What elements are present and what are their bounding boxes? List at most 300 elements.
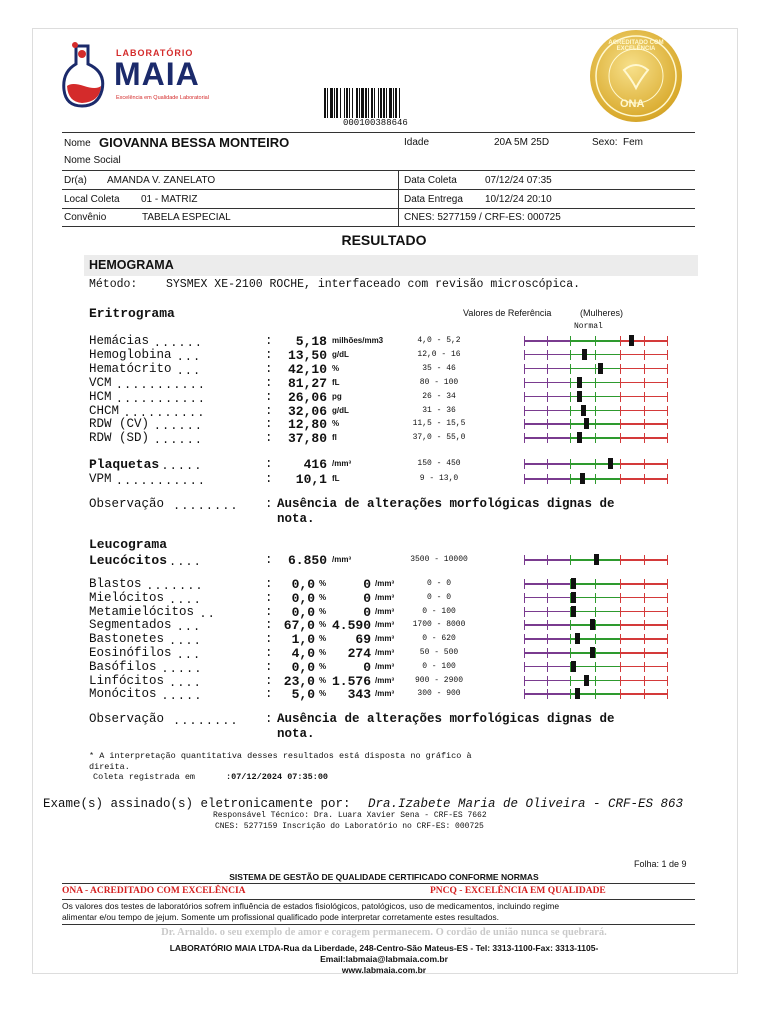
reference-range: 3500 - 10000 — [410, 555, 468, 564]
test-name: Mielócitos — [89, 590, 165, 605]
gauge-tick — [620, 350, 621, 360]
range-gauge — [524, 392, 668, 402]
gauge-tick — [644, 579, 645, 589]
dots: ........... — [115, 391, 207, 406]
gauge-tick — [547, 459, 548, 469]
test-absolute: 0 — [363, 604, 371, 620]
gauge-tick — [667, 419, 668, 429]
gauge-tick — [547, 350, 548, 360]
test-name: RDW (SD) — [89, 431, 150, 446]
gauge-tick — [570, 648, 571, 658]
colon: : — [265, 577, 273, 591]
gauge-tick — [570, 406, 571, 416]
dots: .... — [169, 675, 202, 690]
gauge-tick — [620, 336, 621, 346]
colon: : — [265, 334, 273, 348]
gauge-marker — [580, 473, 585, 484]
gauge-tick — [620, 555, 621, 565]
test-unit: g/dL — [332, 405, 349, 415]
test-name: HCM — [89, 389, 112, 404]
range-gauge — [524, 350, 668, 360]
colon: : — [265, 712, 273, 726]
gauge-tick — [667, 593, 668, 603]
test-absolute: 69 — [355, 632, 371, 648]
reference-range: 0 - 0 — [426, 592, 451, 602]
gauge-marker — [608, 458, 613, 469]
barcode-bar — [380, 88, 382, 118]
insurance-name: TABELA ESPECIAL — [142, 212, 231, 223]
gauge-tick — [667, 662, 668, 672]
gauge-tick — [620, 579, 621, 589]
pncq-line: PNCQ - EXCELÊNCIA EM QUALIDADE — [430, 886, 606, 896]
test-unit: fL — [332, 474, 340, 483]
gauge-tick — [524, 579, 525, 589]
gauge-tick — [667, 648, 668, 658]
dots: ...... — [153, 433, 204, 448]
percent-unit: % — [319, 606, 327, 616]
test-percent: 1,0 — [291, 632, 315, 648]
gauge-tick — [667, 607, 668, 617]
test-name: VPM — [89, 472, 112, 486]
gauge-tick — [667, 350, 668, 360]
collect-registered-label: Coleta registrada em — [93, 772, 196, 782]
gauge-tick — [595, 689, 596, 699]
divider — [62, 226, 695, 227]
footnote-line2: direita. — [89, 762, 130, 772]
barcode-bar — [383, 88, 385, 118]
divider — [62, 899, 695, 900]
divider — [62, 924, 695, 925]
gauge-tick — [547, 364, 548, 374]
test-unit: /mm³ — [375, 620, 395, 630]
range-gauge — [524, 459, 668, 469]
gauge-marker — [571, 606, 576, 617]
footnote-line1: * A interpretação quantitativa desses resultados está disposta no gráfico à — [89, 751, 472, 761]
gauge-tick — [595, 676, 596, 686]
obs2-text-line1: Ausência de alterações morfológicas dignas de — [277, 712, 615, 726]
gauge-tick — [570, 364, 571, 374]
percent-unit: % — [319, 648, 327, 657]
test-unit: /mm³ — [375, 579, 395, 588]
gauge-tick — [595, 364, 596, 374]
barcode-bar — [336, 88, 338, 118]
lab-email: Email:labmaia@labmaia.com.br — [320, 954, 448, 964]
test-unit: pg — [332, 391, 342, 401]
test-percent: 5,0 — [291, 687, 315, 703]
section-band — [84, 255, 698, 276]
dots: .... — [169, 592, 202, 607]
barcode-bar — [346, 88, 348, 118]
test-unit: /mm³ — [375, 675, 395, 685]
test-percent: 0,0 — [291, 604, 315, 620]
obs-label: Observação — [89, 497, 165, 511]
gauge-tick — [667, 620, 668, 630]
insurance-label: Convênio — [64, 212, 107, 223]
divider — [62, 883, 695, 884]
gauge-tick — [595, 459, 596, 469]
gauge-tick — [667, 676, 668, 686]
patient-sex: Fem — [623, 137, 643, 148]
test-absolute: 343 — [347, 687, 371, 703]
gauge-tick — [595, 593, 596, 603]
delivery-label: Data Entrega — [404, 194, 463, 205]
cnes-crf: CNES: 5277159 / CRF-ES: 000725 — [404, 212, 561, 223]
logo-tagline: Excelência em Qualidade Laboratorial — [116, 95, 209, 101]
gauge-tick — [595, 662, 596, 672]
barcode-bar — [330, 88, 333, 118]
colon: : — [265, 497, 273, 511]
gauge-tick — [524, 392, 525, 402]
reference-range: 37,0 - 55,0 — [412, 433, 466, 443]
reference-range: 4,0 - 5,2 — [417, 336, 461, 345]
test-unit: fL — [332, 377, 340, 387]
test-unit: /mm³ — [375, 648, 395, 657]
gauge-tick — [644, 648, 645, 658]
range-gauge — [524, 676, 668, 686]
name-label: Nome — [64, 138, 91, 149]
range-gauge — [524, 579, 668, 589]
gauge-tick — [644, 406, 645, 416]
gauge-tick — [524, 336, 525, 346]
test-name: Eosinófilos — [89, 646, 172, 660]
gauge-tick — [620, 364, 621, 374]
gauge-tick — [620, 378, 621, 388]
section-title: HEMOGRAMA — [89, 258, 174, 272]
gauge-tick — [620, 406, 621, 416]
ona-line: ONA - ACREDITADO COM EXCELÊNCIA — [62, 886, 246, 896]
test-absolute: 0 — [363, 659, 371, 675]
colon: : — [265, 632, 273, 647]
gauge-tick — [524, 474, 525, 484]
gauge-tick — [620, 607, 621, 617]
gauge-tick — [595, 392, 596, 402]
divider — [62, 189, 695, 190]
dots: ... — [176, 648, 202, 662]
colon: : — [265, 618, 273, 633]
barcode-bar — [371, 88, 373, 118]
test-name: Plaquetas — [89, 457, 160, 472]
patient-name: GIOVANNA BESSA MONTEIRO — [99, 135, 290, 150]
gauge-tick — [524, 607, 525, 617]
gauge-tick — [595, 620, 596, 630]
gauge-tick — [595, 378, 596, 388]
gauge-tick — [595, 579, 596, 589]
gauge-tick — [620, 620, 621, 630]
obs-text-line2: nota. — [277, 512, 315, 526]
gauge-tick — [524, 364, 525, 374]
gauge-tick — [644, 689, 645, 699]
gauge-tick — [644, 364, 645, 374]
reference-range: 300 - 900 — [417, 689, 461, 699]
gauge-tick — [667, 378, 668, 388]
colon: : — [265, 553, 273, 567]
dots: .......... — [123, 405, 206, 420]
gauge-tick — [620, 593, 621, 603]
test-unit: /mm³ — [375, 634, 395, 644]
test-unit: % — [332, 419, 340, 429]
dots: ..... — [161, 689, 203, 704]
gauge-tick — [524, 350, 525, 360]
erythro-title: Eritrograma — [89, 306, 175, 321]
range-gauge — [524, 648, 668, 658]
barcode-bar — [365, 88, 367, 118]
percent-unit: % — [319, 661, 327, 671]
colon: : — [265, 347, 273, 362]
signer-name: Dra.Izabete Maria de Oliveira - CRF-ES 863 — [368, 797, 684, 811]
test-percent: 67,0 — [283, 618, 315, 634]
gauge-tick — [620, 392, 621, 402]
dots: ........ — [173, 714, 239, 728]
gauge-tick — [620, 419, 621, 429]
gauge-tick — [547, 648, 548, 658]
colon: : — [265, 403, 273, 418]
test-name: Hemácias — [89, 334, 150, 348]
gauge-tick — [570, 676, 571, 686]
reference-range: 1700 - 8000 — [412, 620, 466, 630]
gauge-tick — [595, 419, 596, 429]
test-name: Metamielócitos — [89, 604, 195, 619]
test-absolute: 0 — [363, 577, 371, 592]
gauge-tick — [570, 689, 571, 699]
colon: : — [265, 659, 273, 674]
reference-range: 50 - 500 — [419, 648, 459, 657]
patient-age: 20A 5M 25D — [494, 137, 550, 148]
barcode-bar — [359, 88, 360, 118]
gauge-tick — [667, 555, 668, 565]
gauge-marker — [571, 592, 576, 603]
gauge-tick — [644, 419, 645, 429]
collect-site: 01 - MATRIZ — [141, 194, 198, 205]
gauge-tick — [595, 406, 596, 416]
flask-logo-icon — [62, 42, 112, 108]
delivery-date: 10/12/24 20:10 — [485, 194, 552, 205]
test-unit: /mm³ — [375, 592, 395, 602]
gauge-tick — [620, 474, 621, 484]
test-value: 5,18 — [295, 334, 327, 349]
dots: ........... — [115, 377, 207, 392]
gauge-tick — [620, 689, 621, 699]
gauge-marker — [577, 377, 582, 388]
gauge-tick — [644, 634, 645, 644]
divider — [62, 170, 695, 171]
dots: ... — [176, 363, 202, 378]
test-name: Hematócrito — [89, 361, 172, 376]
gauge-tick — [595, 634, 596, 644]
reference-range: 12,0 - 16 — [417, 349, 461, 359]
colon: : — [265, 604, 273, 619]
gauge-tick — [620, 676, 621, 686]
reference-range: 0 - 620 — [422, 634, 456, 644]
gauge-tick — [620, 648, 621, 658]
test-name: Bastonetes — [89, 632, 165, 647]
gauge-tick — [644, 607, 645, 617]
reference-range: 0 - 100 — [422, 661, 456, 671]
gauge-tick — [595, 474, 596, 484]
colon: : — [265, 472, 273, 486]
colon: : — [265, 375, 273, 390]
test-name: Blastos — [89, 577, 142, 591]
obs2-label: Observação — [89, 712, 165, 726]
reference-range: 31 - 36 — [422, 405, 456, 415]
gauge-marker — [575, 633, 580, 644]
test-unit: /mm³ — [332, 555, 352, 564]
gauge-tick — [547, 419, 548, 429]
reference-range: 11,5 - 15,5 — [412, 419, 466, 429]
range-gauge — [524, 433, 668, 443]
reference-range: 80 - 100 — [419, 377, 459, 387]
test-name: RDW (CV) — [89, 417, 150, 432]
gauge-tick — [524, 419, 525, 429]
percent-unit: % — [319, 592, 327, 602]
test-absolute: 0 — [363, 590, 371, 606]
test-unit: /mm³ — [375, 606, 395, 616]
percent-unit: % — [319, 689, 327, 699]
dots: ...... — [153, 336, 204, 350]
gauge-tick — [570, 336, 571, 346]
disclaimer-line1: Os valores dos testes de laboratórios sofrem influência de estados fisiológicos, patológicos, uso de medicamentos, incluindo regime — [62, 901, 560, 911]
percent-unit: % — [319, 634, 327, 644]
gauge-tick — [524, 459, 525, 469]
range-gauge — [524, 593, 668, 603]
barcode-bar — [374, 88, 375, 118]
gauge-marker — [582, 349, 587, 360]
gauge-tick — [547, 593, 548, 603]
barcode-graphic — [322, 88, 442, 118]
barcode-bar — [378, 88, 379, 118]
colon: : — [265, 431, 273, 446]
gauge-tick — [547, 433, 548, 443]
gauge-marker — [575, 688, 580, 699]
test-name: Hemoglobina — [89, 347, 172, 362]
collect-registered-value: :07/12/2024 07:35:00 — [226, 772, 329, 782]
barcode-bar — [368, 88, 369, 118]
test-name: Segmentados — [89, 618, 172, 633]
gauge-tick — [570, 392, 571, 402]
test-unit: /mm³ — [375, 661, 395, 671]
test-percent: 0,0 — [291, 659, 315, 675]
range-gauge — [524, 555, 668, 565]
disclaimer-line2: alimentar e/ou tempo de jejum. Somente um profissional qualificado pode interpretar corretamente estes resultados. — [62, 912, 500, 922]
gauge-tick — [524, 689, 525, 699]
gauge-tick — [644, 350, 645, 360]
reference-range: 9 - 13,0 — [419, 474, 459, 483]
test-name: Linfócitos — [89, 673, 165, 688]
gauge-tick — [570, 555, 571, 565]
gauge-tick — [570, 433, 571, 443]
obs2-text-line2: nota. — [277, 727, 315, 741]
barcode-bar — [349, 88, 350, 118]
gauge-tick — [595, 336, 596, 346]
test-percent: 4,0 — [291, 646, 315, 661]
dots: ........ — [173, 499, 239, 513]
range-gauge — [524, 662, 668, 672]
barcode — [322, 88, 442, 118]
test-value: 32,06 — [287, 403, 327, 419]
doctor-name: AMANDA V. ZANELATO — [107, 175, 216, 186]
gauge-tick — [644, 676, 645, 686]
gauge-tick — [667, 689, 668, 699]
seal-text: ACREDITADO COM EXCELÊNCIA — [608, 40, 664, 52]
gauge-marker — [590, 619, 595, 630]
gauge-marker — [584, 418, 589, 429]
test-absolute: 4.590 — [331, 618, 371, 634]
divider — [62, 208, 695, 209]
test-unit: % — [332, 363, 340, 373]
doctor-label: Dr(a) — [64, 175, 87, 186]
range-gauge — [524, 689, 668, 699]
gauge-marker — [581, 405, 586, 416]
age-label: Idade — [404, 137, 430, 148]
gauge-tick — [644, 433, 645, 443]
range-gauge — [524, 378, 668, 388]
gauge-tick — [595, 648, 596, 658]
range-gauge — [524, 607, 668, 617]
test-unit: fl — [332, 433, 337, 443]
test-name: Leucócitos — [89, 553, 168, 568]
result-title: RESULTADO — [341, 232, 427, 248]
gauge-tick — [524, 433, 525, 443]
collect-date: 07/12/24 07:35 — [485, 175, 552, 186]
collect-label: Data Coleta — [404, 175, 457, 186]
test-percent: 0,0 — [291, 577, 315, 592]
gauge-tick — [644, 662, 645, 672]
test-name: VCM — [89, 375, 112, 390]
range-gauge — [524, 336, 668, 346]
leuko-title: Leucograma — [89, 537, 168, 552]
test-unit: g/dL — [332, 349, 349, 359]
gauge-marker — [577, 432, 582, 443]
gauge-tick — [547, 378, 548, 388]
barcode-bar — [352, 88, 353, 118]
barcode-bar — [389, 88, 392, 118]
method-label: Método: — [89, 278, 138, 291]
gauge-marker — [598, 363, 603, 374]
test-value: 42,10 — [287, 361, 327, 377]
tech-responsible: Responsável Técnico: Dra. Luara Xavier Sena - CRF-ES 7662 — [213, 811, 487, 820]
reference-range: 35 - 46 — [422, 363, 456, 373]
gauge-tick — [547, 620, 548, 630]
gauge-tick — [644, 620, 645, 630]
test-value: 6.850 — [287, 553, 327, 568]
reference-range: 0 - 0 — [426, 579, 451, 588]
test-percent: 0,0 — [291, 590, 315, 606]
logo-word-top: LABORATÓRIO — [116, 48, 194, 58]
gauge-tick — [524, 620, 525, 630]
barcode-bar — [356, 88, 358, 118]
barcode-bar — [344, 88, 345, 118]
colon: : — [265, 361, 273, 376]
colon: : — [265, 389, 273, 404]
dots: ....... — [146, 579, 204, 593]
colon: : — [265, 646, 273, 660]
percent-unit: % — [319, 620, 327, 630]
gauge-tick — [644, 555, 645, 565]
gauge-tick — [595, 607, 596, 617]
barcode-bar — [334, 88, 335, 118]
gauge-tick — [667, 579, 668, 589]
test-unit: milhões/mm3 — [332, 336, 384, 345]
gauge-tick — [547, 392, 548, 402]
gauge-tick — [667, 336, 668, 346]
gauge-tick — [620, 634, 621, 644]
gauge-tick — [547, 662, 548, 672]
gauge-tick — [620, 459, 621, 469]
test-value: 12,80 — [287, 417, 327, 433]
gauge-marker — [590, 647, 595, 658]
gauge-tick — [644, 474, 645, 484]
logo-word-main: MAIA — [114, 56, 200, 92]
gauge-tick — [547, 634, 548, 644]
